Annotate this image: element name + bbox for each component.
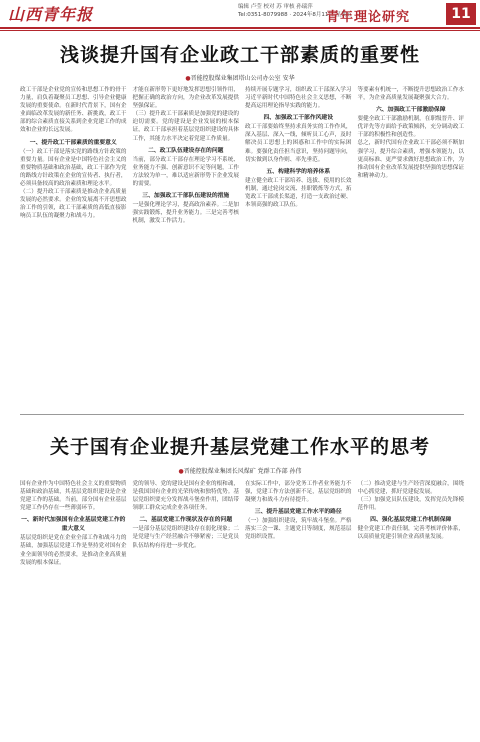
subheading: 一、提升政工干部素质的重要意义 bbox=[29, 139, 117, 146]
section-title: 青年理论研究 bbox=[326, 10, 411, 25]
subheading: 五、构建科学的培养体系 bbox=[266, 168, 331, 175]
article2-byline bbox=[0, 466, 480, 475]
article1-column-4 bbox=[358, 86, 465, 394]
article2-column-4 bbox=[358, 480, 465, 736]
paragraph: （三）加强党员队伍建设，发挥党员先锋模范作用。 bbox=[357, 497, 464, 512]
article2-column-1 bbox=[20, 480, 127, 736]
paragraph: 等要素有机统一，不断提升思想政治工作水平，为企业高质量发展凝聚强大合力。 bbox=[357, 87, 464, 102]
paragraph: 建立健全政工干部培养、选拔、使用的长效机制，通过轮岗交流、挂职锻炼等方式，拓宽政工干部成长渠道，打造一支政治过硬、本领高强的政工队伍。 bbox=[245, 177, 352, 209]
masthead bbox=[0, 0, 480, 28]
paragraph: 一是部分基层党组织建设存在弱化现象；二是党建与生产经营融合不够紧密；三是党员队伍结构有待进一步优化。 bbox=[132, 526, 239, 549]
article-divider bbox=[20, 414, 464, 415]
article2-column-3 bbox=[245, 480, 352, 736]
masthead-thin-rule bbox=[0, 30, 480, 31]
paragraph: 当前，部分政工干部存在理论学习不系统、业务能力不强、创新意识不足等问题，工作方法较为单一，难以适应新形势下企业发展的需要。 bbox=[132, 156, 239, 187]
paragraph: 持续开展专题学习，组织政工干部深入学习习近平新时代中国特色社会主义思想，不断提高运用理论指导实践的能力。 bbox=[245, 87, 352, 110]
subheading: 四、加强政工干部作风建设 bbox=[263, 115, 334, 122]
article1-column-1 bbox=[20, 86, 127, 394]
bullet-icon: ● bbox=[185, 75, 191, 82]
article1-body bbox=[20, 86, 464, 394]
newspaper-logo: 山西青年报 bbox=[8, 5, 94, 24]
paragraph: 总之，新时代国有企业政工干部必须不断加强学习，提升综合素质，增强本领能力，以更高标准、更严要求做好思想政治工作，为推动国有企业改革发展提供坚强的思想保证和精神动力。 bbox=[357, 140, 464, 179]
paragraph: 健全党建工作责任制，完善考核评价体系，以高质量党建引领企业高质量发展。 bbox=[357, 526, 464, 541]
subheading: 二、政工队伍建设存在的问题 bbox=[148, 147, 224, 154]
article2-column-2 bbox=[133, 480, 240, 736]
paragraph: 要健全政工干部激励机制，在职级晋升、评优评先等方面给予政策倾斜，充分调动政工干部的积极性和创造性。 bbox=[357, 116, 464, 139]
subheading: 一、新时代加强国有企业基层党建工作的重大意义 bbox=[21, 517, 126, 533]
article2-author: 晋能控股煤业集团长风煤矿 党群工作部 孙伟 bbox=[183, 468, 302, 475]
date-line: Tel:0351-8079988 · 2024年8月11日 星期五 bbox=[238, 12, 353, 18]
paragraph: （二）推动党建与生产经营深度融合，围绕中心抓党建，抓好党建促发展。 bbox=[357, 481, 464, 496]
paragraph: （一）政工干部是落实党的路线方针政策的重要力量。国有企业是中国特色社会主义的重要物质基础和政治基础，政工干部作为党的路线方针政策在企业的宣传者、执行者，必须具备较高的政治素质和理论水平。 bbox=[20, 148, 127, 187]
subheading: 四、强化基层党建工作机制保障 bbox=[370, 517, 452, 524]
article1-author: 晋能控股煤业集团塔山公司办公室 安华 bbox=[190, 75, 295, 82]
subheading: 三、提升基层党建工作水平的路径 bbox=[254, 509, 342, 516]
article1-column-2 bbox=[133, 86, 240, 394]
subheading: 二、基层党建工作现状及存在的问题 bbox=[139, 517, 233, 524]
paragraph: 国有企业作为中国特色社会主义的重要物质基础和政治基础，其基层党组织建设是企业党建工作的基础。当前，部分国有企业基层党建工作仍存在一些薄弱环节。 bbox=[20, 481, 127, 512]
article1-byline bbox=[0, 73, 480, 82]
paragraph: 基层党组织是党在企业全部工作和战斗力的基础，加强基层党建工作是坚持党对国有企业全面领导的必然要求，是推动企业高质量发展的根本保证。 bbox=[20, 535, 127, 566]
paragraph: 政工干部是企业党的宣传和思想工作的骨干力量，肩负着凝聚员工思想、引导企业健康发展的重要使命。在新时代背景下，国有企业面临改革发展的新任务、新挑战，政工干部的综合素质直接关系到企业党建工作的成效和企业的长远发展。 bbox=[20, 87, 127, 134]
paragraph: （三）提升政工干部素质是加强党的建设的迫切需要。党的建设是企业发展的根本保证，政工干部承担着基层党组织建设的具体工作，其能力水平决定着党建工作质量。 bbox=[132, 111, 239, 142]
masthead-rule bbox=[0, 27, 480, 29]
paragraph: 在实际工作中，部分党务工作者业务能力不强，党建工作方法创新不足，基层党组织的凝聚力和战斗力有待提升。 bbox=[245, 481, 352, 504]
paragraph: 才能在新形势下更好地发挥思想引领作用，把握正确的政治方向，为企业改革发展提供坚强保证。 bbox=[132, 87, 239, 110]
page-number: 11 bbox=[446, 3, 476, 25]
paragraph: （一）加强组织建设，筑牢战斗堡垒。严格落实三会一课、主题党日等制度，规范基层党组织设置。 bbox=[245, 518, 352, 541]
staff-line: 编辑 卢莹 校对 苏 审核 孙瑞萍 bbox=[238, 4, 313, 10]
article1-headline: 浅谈提升国有企业政工干部素质的重要性 bbox=[59, 44, 420, 66]
article2-body bbox=[20, 480, 464, 736]
subheading: 六、加强政工干部激励保障 bbox=[375, 107, 446, 114]
article2-headline: 关于国有企业提升基层党建工作水平的思考 bbox=[49, 436, 430, 458]
subheading: 三、加强政工干部队伍建设的措施 bbox=[142, 193, 230, 200]
paragraph: 党的领导、党的建设是国有企业的根和魂，是我国国有企业的光荣传统和独特优势。基层党组织要充分发挥战斗堡垒作用，团结带领职工群众完成企业各项任务。 bbox=[132, 481, 239, 512]
article1-column-3 bbox=[245, 86, 352, 394]
paragraph: 政工干部要始终坚持求真务实的工作作风，深入基层、深入一线，倾听员工心声，及时解决员工思想上的困惑和工作中的实际困难。要强化责任担当意识，坚持问题导向，切实做到以身作则、率先垂范。 bbox=[245, 124, 352, 163]
bullet-icon: ● bbox=[178, 468, 184, 475]
paragraph: （二）提升政工干部素质是推动企业高质量发展的必然要求。企业的发展离不开思想政治工作的引领，政工干部素质的高低直接影响员工队伍的凝聚力和战斗力。 bbox=[20, 189, 127, 220]
paragraph: 一是强化理论学习，提高政治素养。二是加强实践锻炼，提升业务能力。三是完善考核机制，激发工作活力。 bbox=[132, 202, 239, 225]
